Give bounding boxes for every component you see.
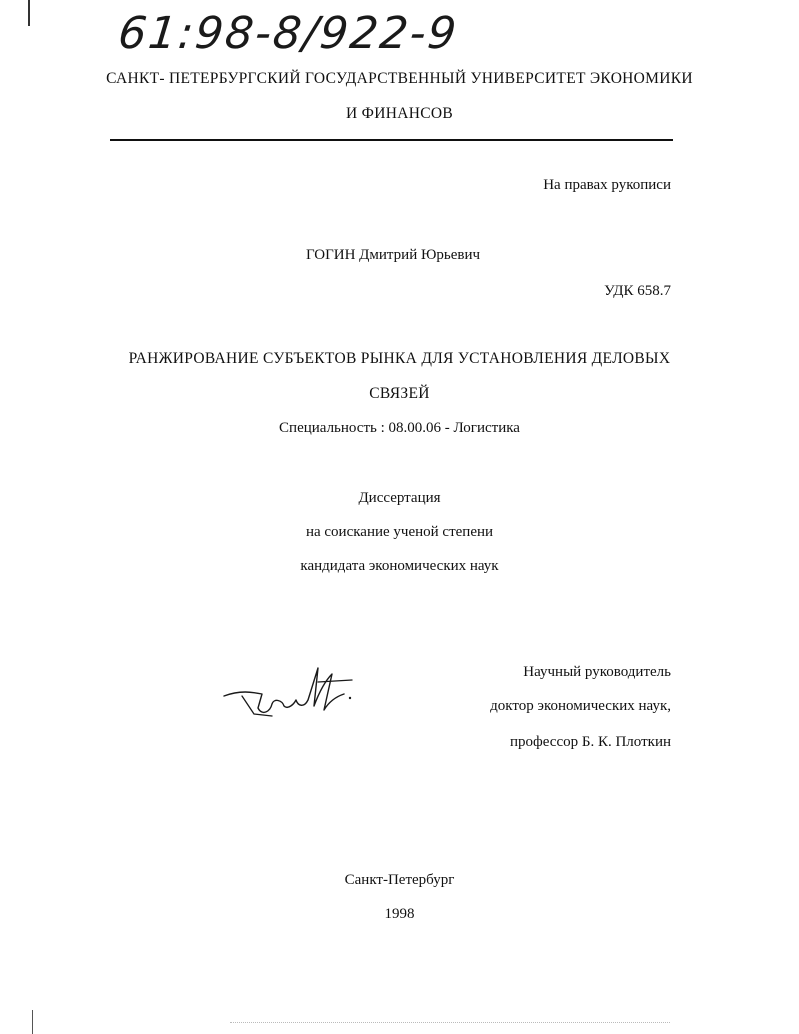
header-divider <box>110 139 673 141</box>
university-name-line2: И ФИНАНСОВ <box>346 105 453 122</box>
specialty-line: Специальность : 08.00.06 - Логистика <box>279 420 520 436</box>
year: 1998 <box>384 906 415 922</box>
dissertation-title-line1: РАНЖИРОВАНИЕ СУБЪЕКТОВ РЫНКА ДЛЯ УСТАНОВЛЕНИЯ ДЕЛОВЫХ <box>128 350 671 367</box>
udc-code: УДК 658.7 <box>604 283 671 299</box>
dissertation-title-line2: СВЯЗЕЙ <box>369 385 430 402</box>
scan-edge-mark <box>28 0 30 26</box>
manuscript-rights-label: На правах рукописи <box>543 177 671 193</box>
author-signature <box>222 660 362 722</box>
city: Санкт-Петербург <box>344 872 455 888</box>
degree-name: кандидата экономических наук <box>300 558 499 574</box>
degree-purpose: на соискание ученой степени <box>305 524 494 540</box>
supervisor-degree: доктор экономических наук, <box>490 698 671 714</box>
archive-number-handwritten: 61:98-8/922-9 <box>115 8 461 59</box>
dissertation-label: Диссертация <box>358 490 441 506</box>
author-name: ГОГИН Дмитрий Юрьевич <box>305 247 481 263</box>
scan-noise <box>230 1022 670 1024</box>
supervisor-label: Научный руководитель <box>523 664 671 680</box>
scan-edge-mark <box>32 1010 33 1034</box>
university-name-line1: САНКТ- ПЕТЕРБУРГСКИЙ ГОСУДАРСТВЕННЫЙ УНИВЕРСИТЕТ ЭКОНОМИКИ <box>106 70 693 87</box>
supervisor-name: профессор Б. К. Плоткин <box>510 734 671 750</box>
